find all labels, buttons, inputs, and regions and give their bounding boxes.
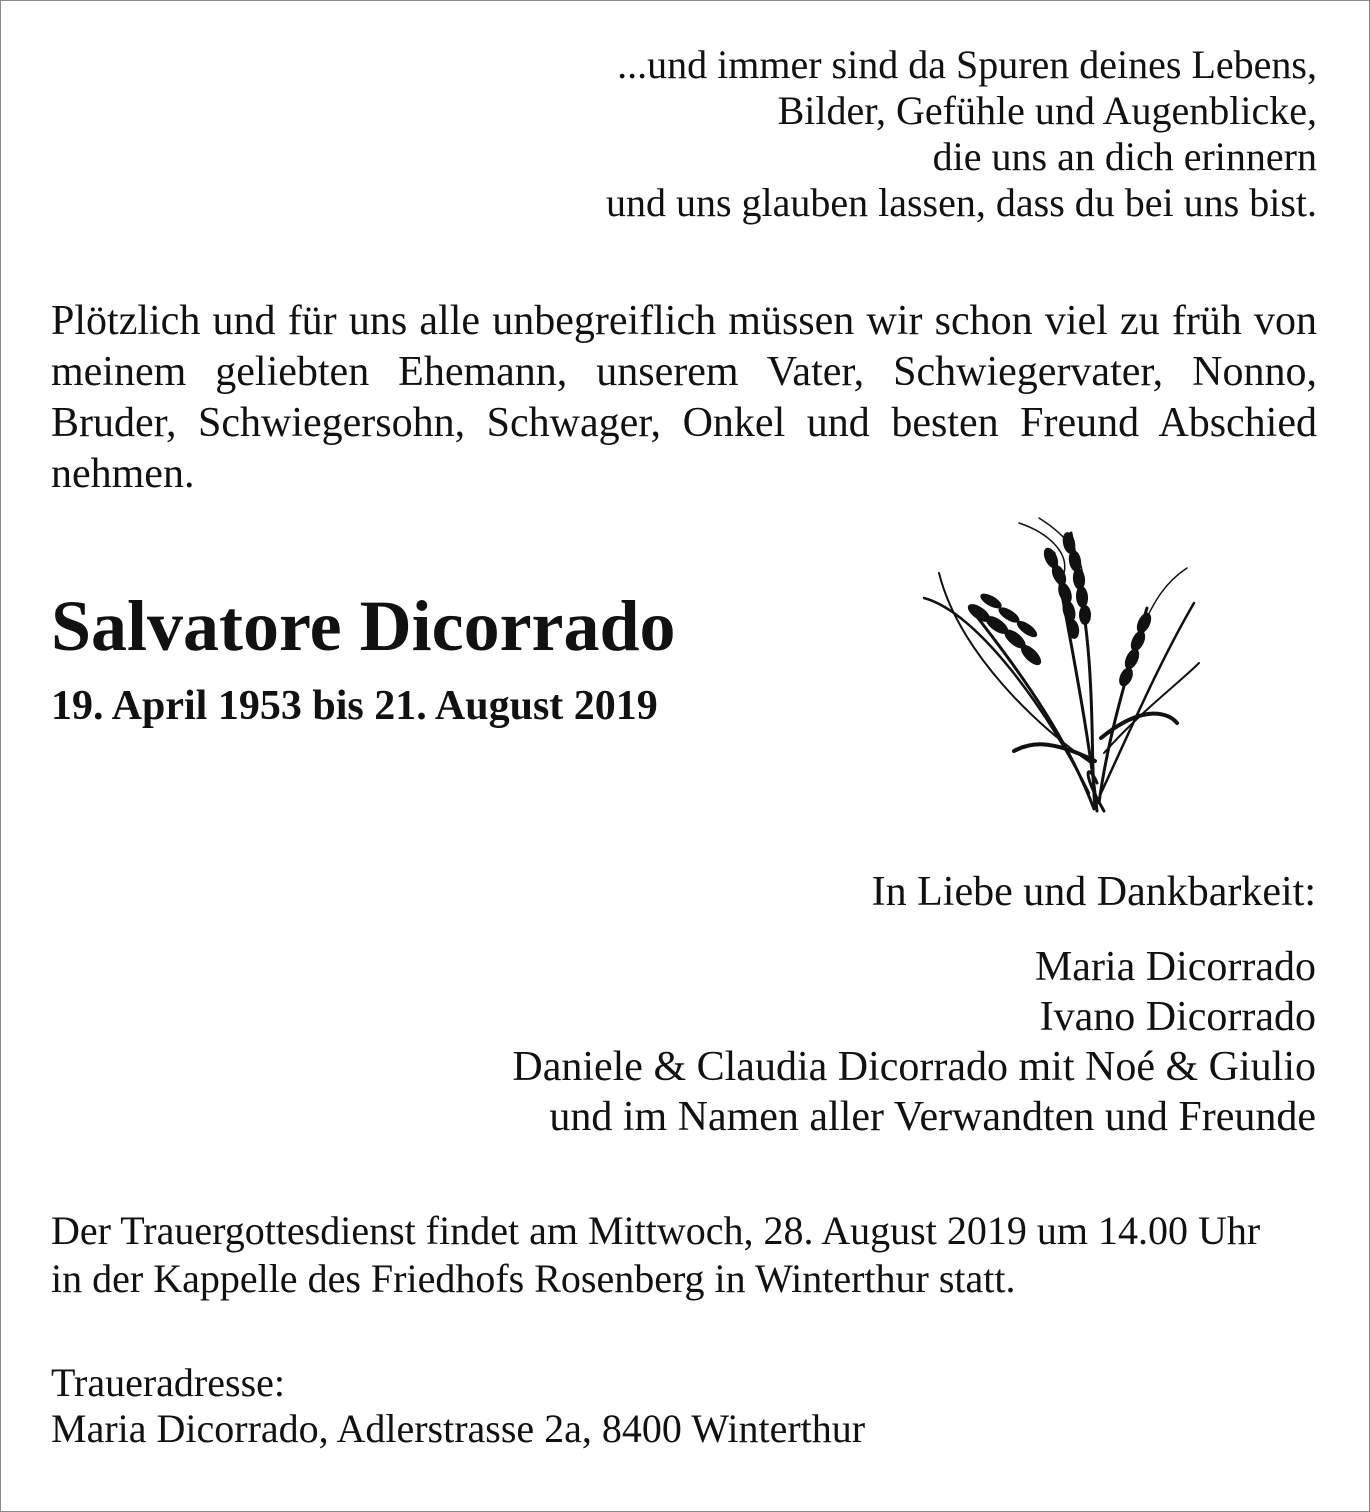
life-dates: 19. April 1953 bis 21. August 2019 (51, 683, 658, 729)
mourner-line: Ivano Dicorrado (1039, 994, 1316, 1040)
poem-line-4: und uns glauben lassen, dass du bei uns bist. (605, 180, 1317, 225)
deceased-name: Salvatore Dicorrado (51, 586, 676, 666)
address-label: Traueradresse: (51, 1360, 286, 1405)
poem-line-2: Bilder, Gefühle und Augenblicke, (777, 88, 1317, 133)
address-value: Maria Dicorrado, Adlerstrasse 2a, 8400 Winterthur (51, 1406, 866, 1451)
intro-paragraph: Plötzlich und für uns alle unbegreiflich müssen wir schon viel zu früh von meinem geliebten Ehemann, unserem Vater, Schwiegervater, Nonno, Bruder, Schwiegersohn, Schwager, Onkel und besten Freund Abschied nehmen. (51, 298, 1317, 497)
wheat-sheaf-icon (919, 513, 1204, 818)
mourner-line: Maria Dicorrado (1034, 944, 1316, 990)
service-line-2: in der Kappelle des Friedhofs Rosenberg in Winterthur statt. (51, 1256, 1016, 1301)
mourner-line: und im Namen aller Verwandten und Freunde (549, 1094, 1316, 1140)
mourners-heading: In Liebe und Dankbarkeit: (871, 869, 1316, 915)
poem-line-1: ...und immer sind da Spuren deines Lebens, (617, 42, 1317, 87)
service-line-1: Der Trauergottesdienst findet am Mittwoch, 28. August 2019 um 14.00 Uhr (51, 1208, 1261, 1253)
mourner-line: Daniele & Claudia Dicorrado mit Noé & Giulio (512, 1044, 1316, 1090)
poem-line-3: die uns an dich erinnern (932, 134, 1317, 179)
